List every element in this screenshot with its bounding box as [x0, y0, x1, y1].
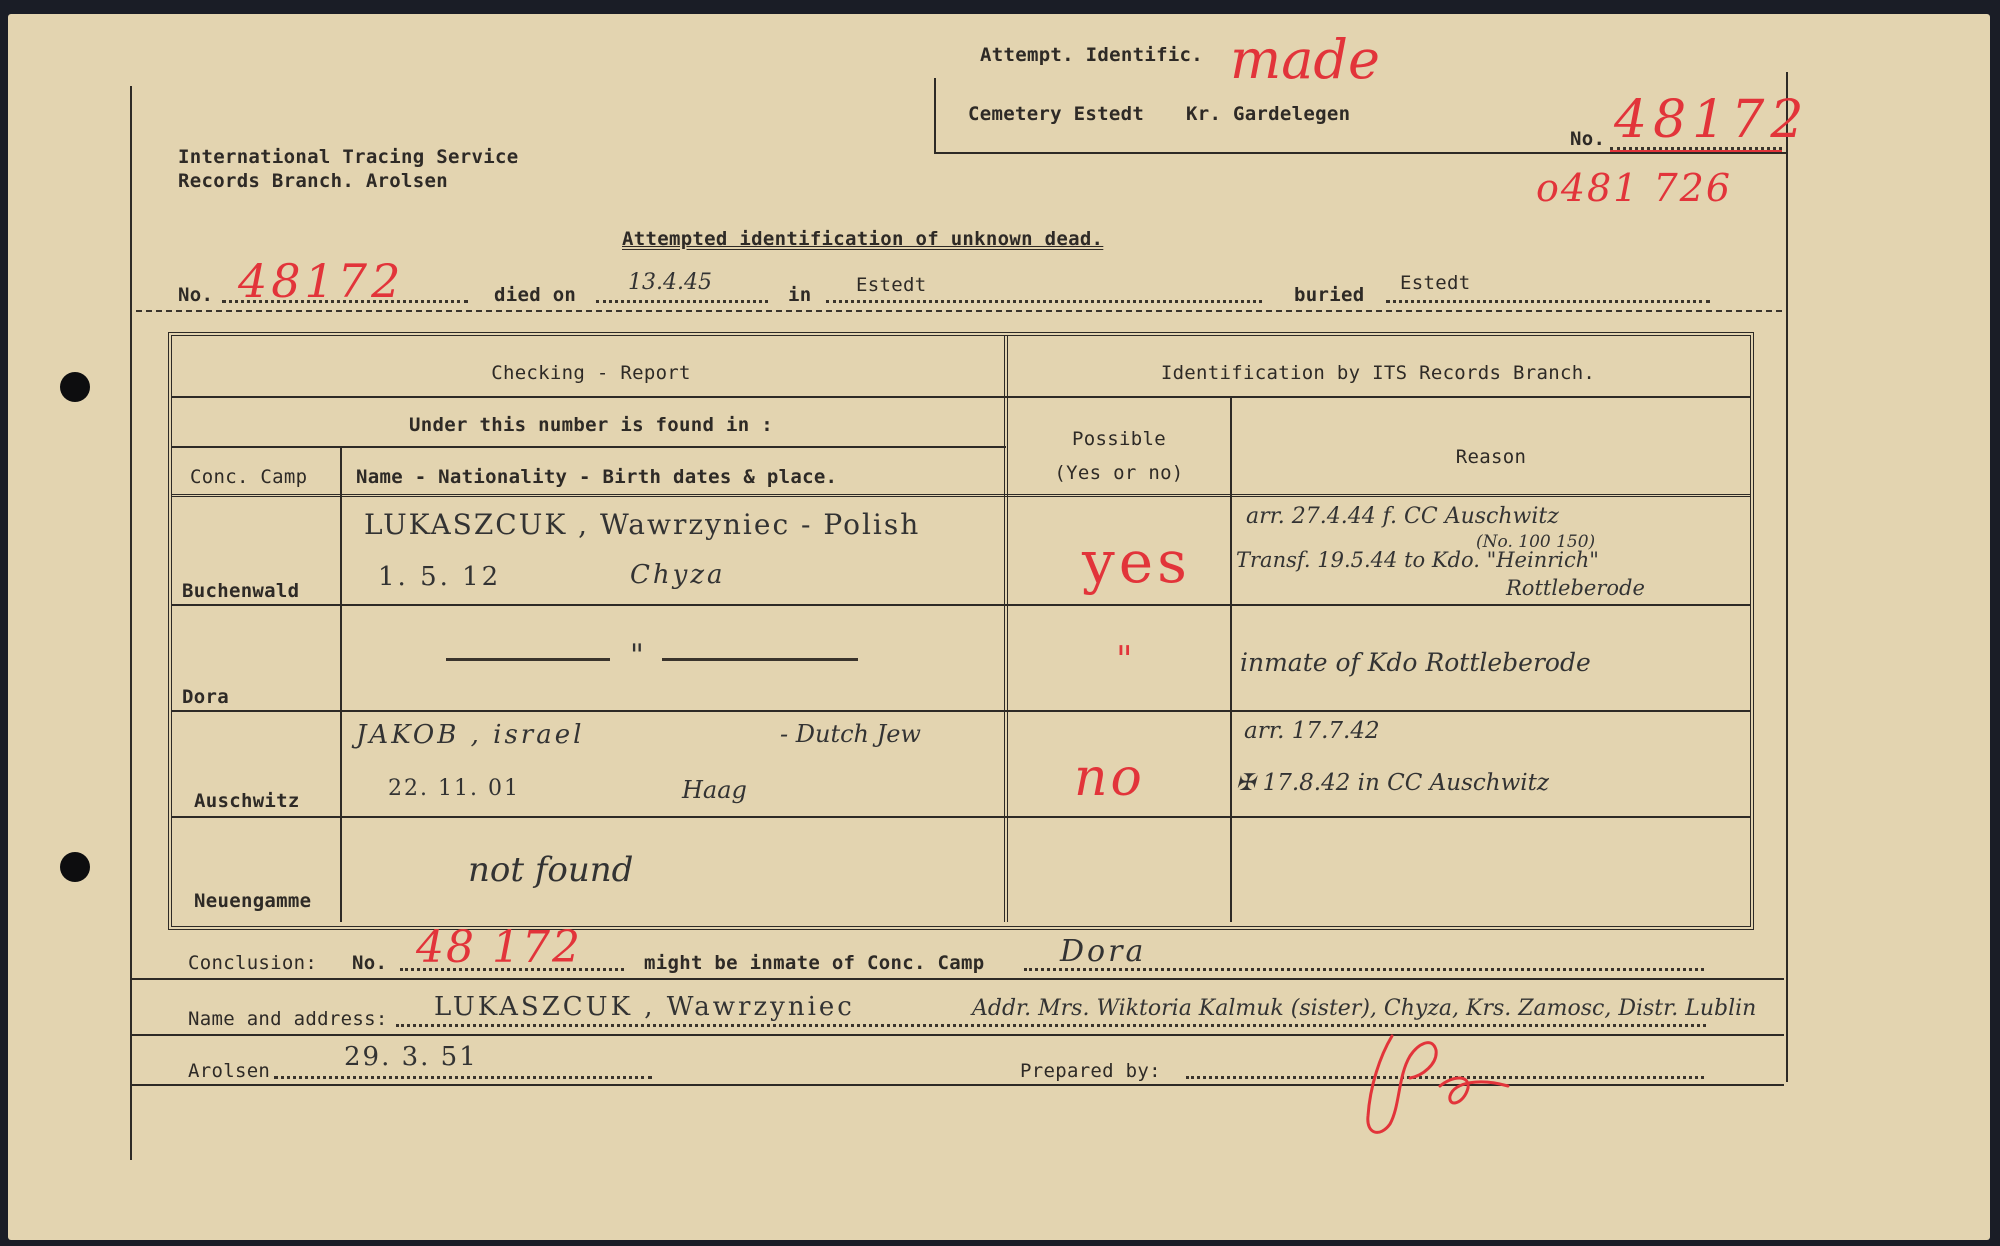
row1-reason-line3: Transf. 19.5.44 to Kdo. "Heinrich" [1236, 548, 1599, 572]
table-line-3 [172, 494, 1750, 497]
conclusion-no-label: No. [352, 952, 388, 974]
row2-ditto-line-left [446, 658, 610, 661]
camp-col-header: Conc. Camp [190, 466, 308, 488]
footer-date-value: 29. 3. 51 [344, 1042, 478, 1072]
conclusion-no-value: 48 172 [416, 922, 582, 973]
header-no-underline [1610, 150, 1782, 152]
row1-reason-line1: arr. 27.4.44 f. CC Auschwitz [1246, 504, 1559, 529]
in-dots [826, 300, 1262, 303]
died-on-label: died on [494, 284, 577, 306]
row3-nationality: - Dutch Jew [780, 720, 921, 748]
ref-number: o481 726 [1536, 166, 1733, 210]
reason-col-header: Reason [1455, 446, 1527, 468]
row1-camp: Buchenwald [182, 580, 300, 602]
buried-label: buried [1294, 284, 1365, 306]
table-col-divider-possible [1230, 396, 1232, 922]
row2-camp: Dora [182, 686, 229, 708]
conclusion-camp-value: Dora [1060, 934, 1147, 969]
conclusion-middle: might be inmate of Conc. Camp [644, 952, 985, 974]
signature-initials [1340, 1016, 1520, 1146]
possible-col-header: Possible [1072, 428, 1166, 450]
name-col-header: Name - Nationality - Birth dates & place. [356, 466, 838, 488]
attempt-value: made [1230, 28, 1380, 91]
row1-birth-date: 1. 5. 12 [378, 562, 502, 592]
header-box-bottom [934, 152, 1786, 154]
name-address-label: Name and address: [188, 1008, 388, 1030]
issuer-line2: Records Branch. Arolsen [178, 170, 448, 192]
row1-birth-place: Chyza [630, 560, 726, 590]
row1-reason-line2: (No. 100 150) [1476, 532, 1596, 552]
table-line-6 [172, 816, 1750, 818]
prepared-by-label: Prepared by: [1020, 1060, 1161, 1082]
kreis-label: Kr. Gardelegen [1186, 103, 1351, 125]
form-title: Attempted identification of unknown dead. [622, 228, 1104, 250]
table-line-4 [172, 604, 1750, 606]
row4-camp: Neuengamme [194, 890, 312, 912]
buried-dots [1386, 300, 1710, 303]
footer-place-label: Arolsen [188, 1060, 271, 1082]
checking-report-header: Checking - Report [491, 362, 691, 384]
found-in-header: Under this number is found in : [409, 414, 773, 436]
in-label: in [788, 284, 812, 306]
punch-hole-top [60, 372, 90, 402]
conclusion-label: Conclusion: [188, 952, 318, 974]
attempt-label: Attempt. Identific. [980, 44, 1204, 66]
footer-divider [132, 1084, 1784, 1086]
name-address-name: LUKASZCUK , Wawrzyniec [434, 992, 855, 1022]
in-value: Estedt [856, 274, 927, 296]
row3-name-line1: JAKOB , israel [356, 720, 585, 750]
identification-header: Identification by ITS Records Branch. [1160, 362, 1596, 384]
row3-birth-place: Haag [682, 776, 747, 804]
row3-reason-line2: ✠ 17.8.42 in CC Auschwitz [1236, 770, 1549, 796]
row2-possible: " [1116, 640, 1133, 681]
record-no-value: 48172 [238, 254, 405, 308]
name-address-addr: Addr. Mrs. Wiktoria Kalmuk (sister), Chyza, Krs. Zamosc, Distr. Lublin [972, 996, 1757, 1021]
died-on-value: 13.4.45 [628, 270, 712, 295]
row3-camp: Auschwitz [194, 790, 300, 812]
row2-ditto-line-right [662, 658, 858, 661]
name-address-divider [132, 1034, 1784, 1036]
frame-right [1786, 72, 1788, 1082]
record-divider [136, 310, 1782, 312]
row4-not-found: not found [468, 850, 634, 890]
row3-possible: no [1074, 748, 1145, 808]
table-line-5 [172, 710, 1750, 712]
footer-date-dots [274, 1076, 652, 1079]
issuer-line1: International Tracing Service [178, 146, 519, 168]
row2-ditto-mark: " [630, 638, 644, 673]
cemetery-label: Cemetery Estedt [968, 103, 1145, 125]
table-line-2 [172, 446, 1006, 448]
conclusion-divider [132, 978, 1784, 980]
frame-left [130, 86, 132, 1160]
punch-hole-bottom [60, 852, 90, 882]
row3-reason-line1: arr. 17.7.42 [1244, 718, 1380, 744]
table-line-1 [172, 396, 1750, 398]
header-no-value: 48172 [1614, 90, 1810, 150]
row3-birth-date: 22. 11. 01 [388, 776, 520, 801]
buried-value: Estedt [1400, 272, 1471, 294]
possible-col-subheader: (Yes or no) [1054, 462, 1184, 484]
row2-reason: inmate of Kdo Rottleberode [1240, 648, 1591, 677]
row1-name-line1: LUKASZCUK , Wawrzyniec - Polish [364, 508, 921, 541]
row1-possible: yes [1082, 528, 1191, 596]
table-col-divider-camp [340, 448, 342, 922]
row1-reason-line4: Rottleberode [1506, 576, 1645, 600]
header-box-left [934, 78, 936, 152]
record-no-label: No. [178, 284, 214, 306]
died-on-dots [596, 300, 768, 303]
header-no-label: No. [1570, 128, 1606, 150]
